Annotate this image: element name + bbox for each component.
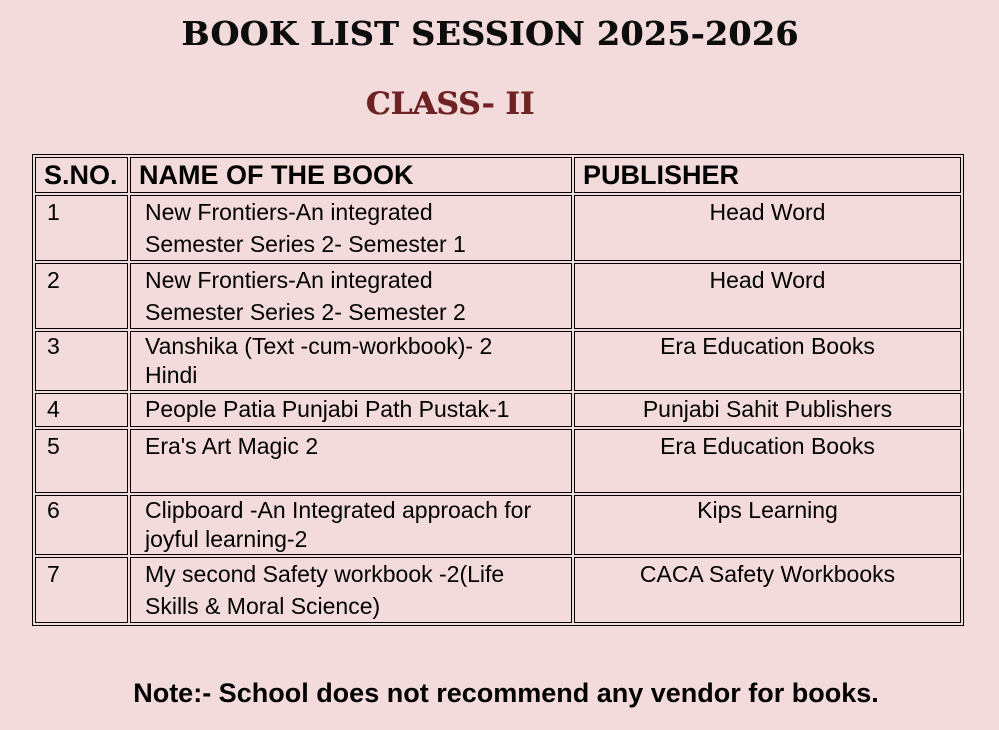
row-publisher: Head Word [574,263,961,329]
row-book-name [130,495,572,555]
book-name-line: Clipboard -An Integrated approach for [145,497,532,523]
row-sno: 4 [35,393,128,427]
row-book-name [130,331,572,391]
book-name-line: New Frontiers-An integrated [145,267,433,293]
book-name-line: joyful learning-2 [145,526,308,552]
book-name-line: Semester Series 2- Semester 1 [145,231,466,257]
row-book-name [130,263,572,329]
book-name-line: Semester Series 2- Semester 2 [145,299,466,325]
row-sno: 2 [35,263,128,329]
header-publisher: PUBLISHER [574,157,961,193]
row-sno: 1 [35,195,128,261]
page-title: BOOK LIST SESSION 2025-2026 [181,14,799,53]
table-row [35,429,961,493]
row-sno: 3 [35,331,128,391]
row-sno: 7 [35,557,128,623]
table-row [35,495,961,555]
book-list-table [32,154,964,626]
header-sno: S.NO. [35,157,128,193]
book-name-line: Skills & Moral Science) [145,593,381,619]
book-name-line: Era's Art Magic 2 [145,433,319,459]
row-sno: 6 [35,495,128,555]
row-book-name [130,393,572,427]
row-publisher: CACA Safety Workbooks [574,557,961,623]
book-name-line: People Patia Punjabi Path Pustak-1 [145,396,510,422]
row-publisher: Kips Learning [574,495,961,555]
book-name-line: Hindi [145,362,198,388]
book-name-line: My second Safety workbook -2(Life [145,561,505,587]
table-row [35,195,961,261]
row-publisher: Head Word [574,195,961,261]
row-publisher: Punjabi Sahit Publishers [574,393,961,427]
table-row [35,331,961,391]
row-book-name [130,195,572,261]
row-book-name [130,557,572,623]
table-row [35,263,961,329]
row-book-name [130,429,572,493]
table-row [35,393,961,427]
book-name-line: Vanshika (Text -cum-workbook)- 2 [145,333,493,359]
row-publisher: Era Education Books [574,331,961,391]
row-sno: 5 [35,429,128,493]
table-header-row [35,157,961,193]
table-row [35,557,961,623]
book-name-line: New Frontiers-An integrated [145,199,433,225]
header-book-name: NAME OF THE BOOK [130,157,572,193]
class-label: CLASS- II [365,86,535,122]
row-publisher: Era Education Books [574,429,961,493]
footer-note: Note:- School does not recommend any vendor for books. [133,678,879,708]
